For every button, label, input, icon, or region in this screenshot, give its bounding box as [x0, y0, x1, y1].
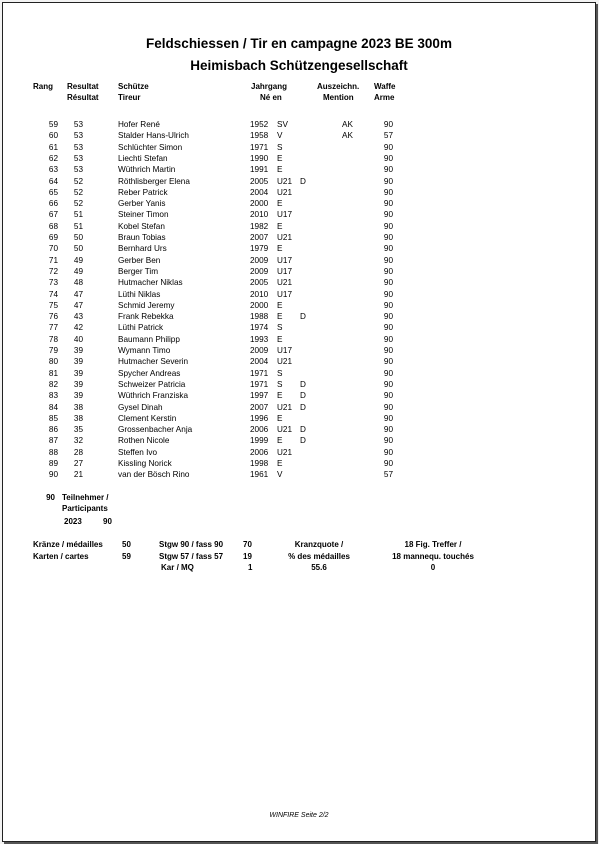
row-category: U21 — [277, 447, 293, 457]
row-rang: 89 — [48, 459, 58, 468]
participants-year-count: 90 — [103, 517, 112, 526]
page-footer: WINFIRE Seite 2/2 — [269, 812, 329, 819]
kraenze-label: Kränze / médailles — [33, 540, 103, 549]
row-waffe: 90 — [383, 323, 393, 333]
row-rang: 85 — [48, 413, 58, 423]
row-resultat: 39 — [73, 368, 83, 378]
table-row — [3, 142, 595, 153]
header-waffe: Waffe — [374, 82, 396, 91]
row-category: U17 — [277, 346, 293, 355]
row-waffe: 90 — [383, 278, 393, 288]
stgw90-label: Stgw 90 / fass 90 — [159, 540, 224, 549]
row-name: Frank Rebekka — [118, 312, 174, 322]
table-row — [3, 130, 595, 141]
karmq-label: Kar / MQ — [161, 563, 194, 572]
row-year: 2009 — [250, 346, 269, 355]
row-name: Berger Tim — [118, 266, 159, 276]
row-year: 1961 — [250, 470, 269, 480]
table-row — [3, 289, 595, 300]
header-resultat: Resultat — [67, 82, 99, 91]
report-title: Feldschiessen / Tir en campagne 2023 BE 300m — [146, 36, 452, 51]
row-name: Gerber Yanis — [118, 199, 166, 209]
row-category: E — [277, 165, 283, 175]
row-resultat: 27 — [73, 459, 83, 468]
table-row — [3, 390, 595, 401]
row-rang: 59 — [48, 120, 58, 129]
row-name: Steiner Timon — [118, 210, 169, 220]
row-year: 1982 — [250, 221, 269, 231]
row-category: E — [277, 334, 283, 344]
row-rang: 70 — [48, 244, 58, 254]
table-row — [3, 458, 595, 469]
row-waffe: 90 — [383, 176, 393, 186]
row-name: Baumann Philipp — [118, 334, 180, 344]
row-year: 2007 — [250, 233, 269, 242]
row-resultat: 51 — [73, 210, 83, 220]
row-resultat: 32 — [73, 436, 83, 446]
row-year: 1996 — [250, 413, 269, 423]
row-waffe: 90 — [383, 221, 393, 231]
row-waffe: 90 — [383, 153, 393, 163]
row-rang: 60 — [48, 131, 58, 141]
fig-treffer-label-fr: 18 mannequ. touchés — [392, 552, 474, 561]
table-row — [3, 119, 595, 130]
row-waffe: 90 — [383, 210, 393, 220]
row-rang: 65 — [48, 187, 58, 197]
row-year: 1999 — [250, 436, 269, 446]
row-year: 1998 — [250, 459, 269, 468]
row-name: Rothen Nicole — [118, 436, 170, 446]
row-category: U17 — [277, 266, 293, 276]
row-year: 2009 — [250, 266, 269, 276]
row-resultat: 53 — [73, 153, 83, 163]
row-year: 2007 — [250, 402, 269, 412]
row-resultat: 49 — [73, 255, 83, 265]
header-arme: Arme — [374, 93, 395, 102]
row-mention: AK — [342, 131, 353, 141]
row-name: Hofer René — [118, 120, 160, 129]
table-row — [3, 232, 595, 243]
stgw90-value: 70 — [243, 540, 252, 549]
row-name: Lüthi Niklas — [118, 289, 161, 299]
row-year: 1958 — [250, 131, 269, 141]
row-waffe: 90 — [383, 233, 393, 242]
table-row — [3, 424, 595, 435]
table-row — [3, 469, 595, 480]
row-name: Lüthi Patrick — [118, 323, 164, 333]
row-resultat: 40 — [73, 334, 83, 344]
participants-count: 90 — [46, 493, 55, 502]
kranzquote-value: 55.6 — [311, 563, 327, 572]
row-year: 2004 — [250, 187, 269, 197]
row-rang: 82 — [48, 379, 58, 389]
table-row — [3, 379, 595, 390]
row-rang: 71 — [48, 255, 58, 265]
row-resultat: 47 — [73, 300, 83, 310]
row-category: U21 — [277, 425, 293, 435]
row-category: E — [277, 300, 283, 310]
table-row — [3, 322, 595, 333]
row-resultat: 50 — [73, 244, 83, 254]
row-rang: 72 — [48, 266, 58, 276]
row-waffe: 90 — [383, 357, 393, 367]
table-row — [3, 447, 595, 458]
row-category: E — [277, 153, 283, 163]
club-name: Heimisbach Schützengesellschaft — [190, 58, 408, 73]
karten-value: 59 — [122, 552, 131, 561]
row-resultat: 38 — [73, 402, 83, 412]
row-rang: 86 — [48, 425, 58, 435]
participants-label-fr: Participants — [62, 504, 108, 513]
row-resultat: 53 — [73, 120, 83, 129]
table-row — [3, 243, 595, 254]
row-rang: 69 — [48, 233, 58, 242]
row-category: E — [277, 312, 283, 322]
row-marker: D — [300, 402, 306, 412]
row-name: Spycher Andreas — [118, 368, 181, 378]
row-category: U21 — [277, 357, 293, 367]
row-category: U21 — [277, 278, 293, 288]
fig-treffer-label: 18 Fig. Treffer / — [404, 540, 462, 549]
row-rang: 62 — [48, 153, 58, 163]
row-name: Braun Tobias — [118, 233, 166, 242]
row-rang: 66 — [48, 199, 58, 209]
fig-treffer-value: 0 — [430, 563, 436, 572]
row-resultat: 50 — [73, 233, 83, 242]
header-mention: Mention — [323, 93, 354, 102]
row-name: Hutmacher Severin — [118, 357, 189, 367]
row-marker: D — [300, 436, 306, 446]
row-year: 1974 — [250, 323, 269, 333]
row-mention: AK — [342, 120, 353, 129]
table-row — [3, 277, 595, 288]
row-rang: 63 — [48, 165, 58, 175]
row-year: 2006 — [250, 425, 269, 435]
table-row — [3, 345, 595, 356]
row-waffe: 57 — [383, 470, 393, 480]
row-name: Schlüchter Simon — [118, 142, 183, 152]
row-category: S — [277, 142, 283, 152]
report-page — [2, 2, 596, 842]
row-resultat: 53 — [73, 165, 83, 175]
row-category: E — [277, 221, 283, 231]
row-marker: D — [300, 391, 306, 401]
row-category: E — [277, 199, 283, 209]
header-auszeichn: Auszeichn. — [317, 82, 360, 91]
header-jahrgang: Jahrgang — [251, 82, 288, 91]
row-waffe: 90 — [383, 346, 393, 355]
row-category: SV — [277, 120, 288, 129]
row-category: U21 — [277, 233, 293, 242]
row-waffe: 90 — [383, 255, 393, 265]
row-year: 2005 — [250, 176, 269, 186]
row-name: Stalder Hans-Ulrich — [118, 131, 189, 141]
header-ne-en: Né en — [260, 93, 282, 102]
row-name: Kobel Stefan — [118, 221, 165, 231]
row-resultat: 43 — [73, 312, 83, 322]
row-waffe: 90 — [383, 334, 393, 344]
row-category: U21 — [277, 402, 293, 412]
row-waffe: 90 — [383, 300, 393, 310]
table-row — [3, 164, 595, 175]
row-name: Hutmacher Niklas — [118, 278, 183, 288]
row-category: U17 — [277, 255, 293, 265]
row-resultat: 21 — [73, 470, 83, 480]
row-resultat: 52 — [73, 176, 83, 186]
row-category: U17 — [277, 210, 293, 220]
table-row — [3, 334, 595, 345]
row-resultat: 51 — [73, 221, 83, 231]
row-name: van der Bösch Rino — [118, 470, 190, 480]
row-name: Liechti Stefan — [118, 153, 168, 163]
row-category: S — [277, 368, 283, 378]
row-waffe: 90 — [383, 165, 393, 175]
row-waffe: 90 — [383, 266, 393, 276]
table-row — [3, 176, 595, 187]
table-row — [3, 153, 595, 164]
row-resultat: 39 — [73, 346, 83, 355]
row-waffe: 90 — [383, 459, 393, 468]
row-year: 2010 — [250, 289, 269, 299]
row-resultat: 35 — [73, 425, 83, 435]
row-waffe: 90 — [383, 436, 393, 446]
row-waffe: 90 — [383, 244, 393, 254]
row-name: Kissling Norick — [118, 459, 172, 468]
kraenze-value: 50 — [122, 540, 131, 549]
participants-label: Teilnehmer / — [62, 493, 109, 502]
row-waffe: 90 — [383, 425, 393, 435]
row-name: Wüthrich Martin — [118, 165, 176, 175]
row-marker: D — [300, 379, 306, 389]
row-name: Grossenbacher Anja — [118, 425, 193, 435]
row-year: 1971 — [250, 142, 269, 152]
row-year: 1991 — [250, 165, 269, 175]
row-name: Reber Patrick — [118, 187, 168, 197]
row-marker: D — [300, 425, 306, 435]
row-waffe: 90 — [383, 199, 393, 209]
participants-year: 2023 — [64, 517, 82, 526]
header-resultat-fr: Résultat — [67, 93, 99, 102]
row-rang: 75 — [48, 300, 58, 310]
karmq-value: 1 — [248, 563, 253, 572]
row-rang: 76 — [48, 312, 58, 322]
row-waffe: 90 — [383, 289, 393, 299]
row-waffe: 90 — [383, 312, 393, 322]
row-name: Schmid Jeremy — [118, 300, 175, 310]
row-rang: 81 — [48, 368, 58, 378]
row-name: Wüthrich Franziska — [118, 391, 189, 401]
row-rang: 83 — [48, 391, 58, 401]
header-tireur: Tireur — [118, 93, 141, 102]
row-rang: 64 — [48, 176, 58, 186]
row-year: 1979 — [250, 244, 269, 254]
table-row — [3, 311, 595, 322]
row-year: 2000 — [250, 199, 269, 209]
row-category: U21 — [277, 187, 293, 197]
table-row — [3, 198, 595, 209]
row-category: S — [277, 323, 283, 333]
table-row — [3, 255, 595, 266]
row-waffe: 57 — [383, 131, 393, 141]
row-name: Bernhard Urs — [118, 244, 167, 254]
table-row — [3, 356, 595, 367]
row-rang: 74 — [48, 289, 58, 299]
row-category: V — [277, 131, 283, 141]
row-rang: 90 — [48, 470, 58, 480]
row-year: 2010 — [250, 210, 269, 220]
row-year: 1990 — [250, 153, 269, 163]
row-resultat: 52 — [73, 187, 83, 197]
table-row — [3, 413, 595, 424]
row-marker: D — [300, 176, 306, 186]
row-name: Gerber Ben — [118, 255, 161, 265]
row-rang: 78 — [48, 334, 58, 344]
row-waffe: 90 — [383, 368, 393, 378]
row-resultat: 42 — [73, 323, 83, 333]
header-rang: Rang — [33, 82, 53, 91]
row-rang: 79 — [48, 346, 58, 355]
row-category: U17 — [277, 289, 293, 299]
row-name: Steffen Ivo — [118, 447, 157, 457]
row-category: S — [277, 379, 283, 389]
table-row — [3, 300, 595, 311]
row-year: 1952 — [250, 120, 269, 129]
table-row — [3, 368, 595, 379]
table-row — [3, 221, 595, 232]
row-year: 1971 — [250, 379, 269, 389]
row-resultat: 38 — [73, 413, 83, 423]
row-category: E — [277, 459, 283, 468]
row-resultat: 47 — [73, 289, 83, 299]
table-row — [3, 402, 595, 413]
stgw57-value: 19 — [243, 552, 252, 561]
row-category: E — [277, 244, 283, 254]
table-row — [3, 435, 595, 446]
row-rang: 87 — [48, 436, 58, 446]
stgw57-label: Stgw 57 / fass 57 — [159, 552, 224, 561]
row-resultat: 39 — [73, 379, 83, 389]
row-year: 2006 — [250, 447, 269, 457]
row-resultat: 39 — [73, 357, 83, 367]
row-waffe: 90 — [383, 413, 393, 423]
row-year: 1993 — [250, 334, 269, 344]
row-resultat: 39 — [73, 391, 83, 401]
row-year: 1997 — [250, 391, 269, 401]
row-year: 1971 — [250, 368, 269, 378]
row-waffe: 90 — [383, 402, 393, 412]
row-rang: 88 — [48, 447, 58, 457]
row-resultat: 52 — [73, 199, 83, 209]
row-year: 2000 — [250, 300, 269, 310]
table-row — [3, 209, 595, 220]
row-waffe: 90 — [383, 187, 393, 197]
row-rang: 77 — [48, 323, 58, 333]
row-category: E — [277, 413, 283, 423]
table-row — [3, 187, 595, 198]
row-rang: 67 — [48, 210, 58, 220]
row-year: 1988 — [250, 312, 269, 322]
row-name: Schweizer Patricia — [118, 379, 186, 389]
row-rang: 80 — [48, 357, 58, 367]
header-schuetze: Schütze — [118, 82, 149, 91]
row-year: 2004 — [250, 357, 269, 367]
row-resultat: 53 — [73, 131, 83, 141]
row-waffe: 90 — [383, 447, 393, 457]
row-name: Clement Kerstin — [118, 413, 177, 423]
row-waffe: 90 — [383, 379, 393, 389]
karten-label: Karten / cartes — [33, 552, 89, 561]
row-waffe: 90 — [383, 142, 393, 152]
row-resultat: 53 — [73, 142, 83, 152]
row-resultat: 28 — [73, 447, 83, 457]
row-year: 2005 — [250, 278, 269, 288]
row-waffe: 90 — [383, 120, 393, 129]
row-marker: D — [300, 312, 306, 322]
row-name: Röthlisberger Elena — [118, 176, 190, 186]
row-name: Wymann Timo — [118, 346, 171, 355]
row-rang: 61 — [48, 142, 58, 152]
row-rang: 68 — [48, 221, 58, 231]
kranzquote-label: Kranzquote / — [294, 540, 344, 549]
row-resultat: 49 — [73, 266, 83, 276]
row-category: E — [277, 436, 283, 446]
kranzquote-label-fr: % des médailles — [288, 552, 350, 561]
row-resultat: 48 — [73, 278, 83, 288]
table-row — [3, 266, 595, 277]
row-waffe: 90 — [383, 391, 393, 401]
row-category: U21 — [277, 176, 293, 186]
row-category: V — [277, 470, 283, 480]
row-name: Gysel Dinah — [118, 402, 163, 412]
row-rang: 84 — [48, 402, 58, 412]
row-category: E — [277, 391, 283, 401]
row-rang: 73 — [48, 278, 58, 288]
row-year: 2009 — [250, 255, 269, 265]
